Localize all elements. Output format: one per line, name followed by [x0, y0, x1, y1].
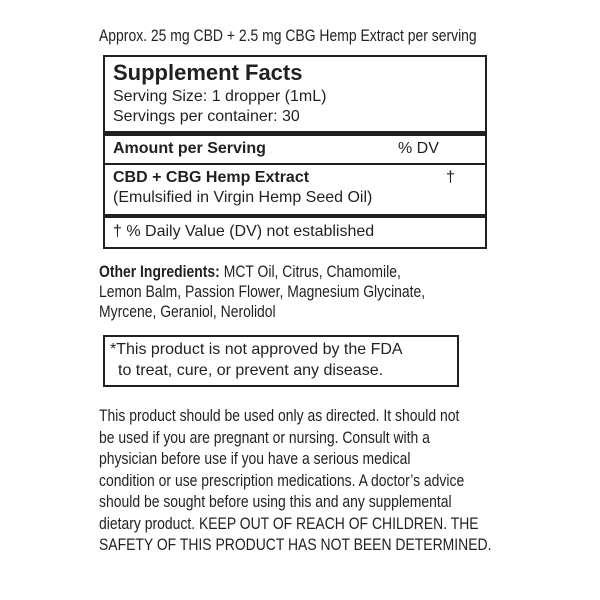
warning-line: condition or use prescription medications. A doctor’s advice — [99, 470, 465, 490]
other-ingredients — [99, 262, 493, 322]
warning-line: This product should be used only as directed. It should not — [99, 406, 460, 425]
ingredient-name: CBD + CBG Hemp Extract — [113, 169, 310, 186]
warning-line: should be sought before using this and any supplemental — [99, 492, 452, 511]
dv-dagger-mark: † — [446, 169, 455, 186]
ingredient-note: (Emulsified in Virgin Hemp Seed Oil) — [113, 189, 373, 206]
amount-per-serving-label: Amount per Serving — [113, 140, 266, 157]
other-ingredients-line-1 — [99, 262, 493, 282]
facts-title: Supplement Facts — [113, 60, 303, 85]
warning-line: be used if you are pregnant or nursing. Consult with a — [99, 427, 430, 447]
thick-divider-bottom — [105, 214, 485, 218]
dv-column-label: % DV — [398, 140, 439, 157]
other-ingredients-line-3: Myrcene, Geraniol, Nerolidol — [99, 302, 276, 321]
serving-size: Serving Size: 1 dropper (1mL) — [113, 88, 327, 105]
serving-statement: Approx. 25 mg CBD + 2.5 mg CBG Hemp Extract per serving — [99, 26, 477, 45]
warning-text — [99, 405, 491, 556]
supplement-facts-panel — [103, 55, 487, 249]
thick-divider — [105, 131, 485, 136]
warning-line: SAFETY OF THIS PRODUCT HAS NOT BEEN DETERMINED. — [99, 535, 492, 554]
servings-per-container: Servings per container: 30 — [113, 108, 300, 125]
fda-disclaimer-line-2: to treat, cure, or prevent any disease. — [118, 362, 384, 379]
other-ingredients-text: MCT Oil, Citrus, Chamomile, — [219, 262, 401, 281]
other-ingredients-line-2: Lemon Balm, Passion Flower, Magnesium Glycinate, — [99, 282, 426, 301]
other-ingredients-label: Other Ingredients: — [99, 262, 220, 281]
fda-disclaimer-line-1: *This product is not approved by the FDA — [110, 341, 403, 358]
fda-disclaimer-box — [103, 335, 459, 387]
warning-line: physician before use if you have a serious medical — [99, 449, 411, 468]
warning-line: dietary product. KEEP OUT OF REACH OF CHILDREN. THE — [99, 513, 479, 533]
thin-divider — [105, 163, 485, 165]
dv-footnote: † % Daily Value (DV) not established — [113, 223, 375, 240]
